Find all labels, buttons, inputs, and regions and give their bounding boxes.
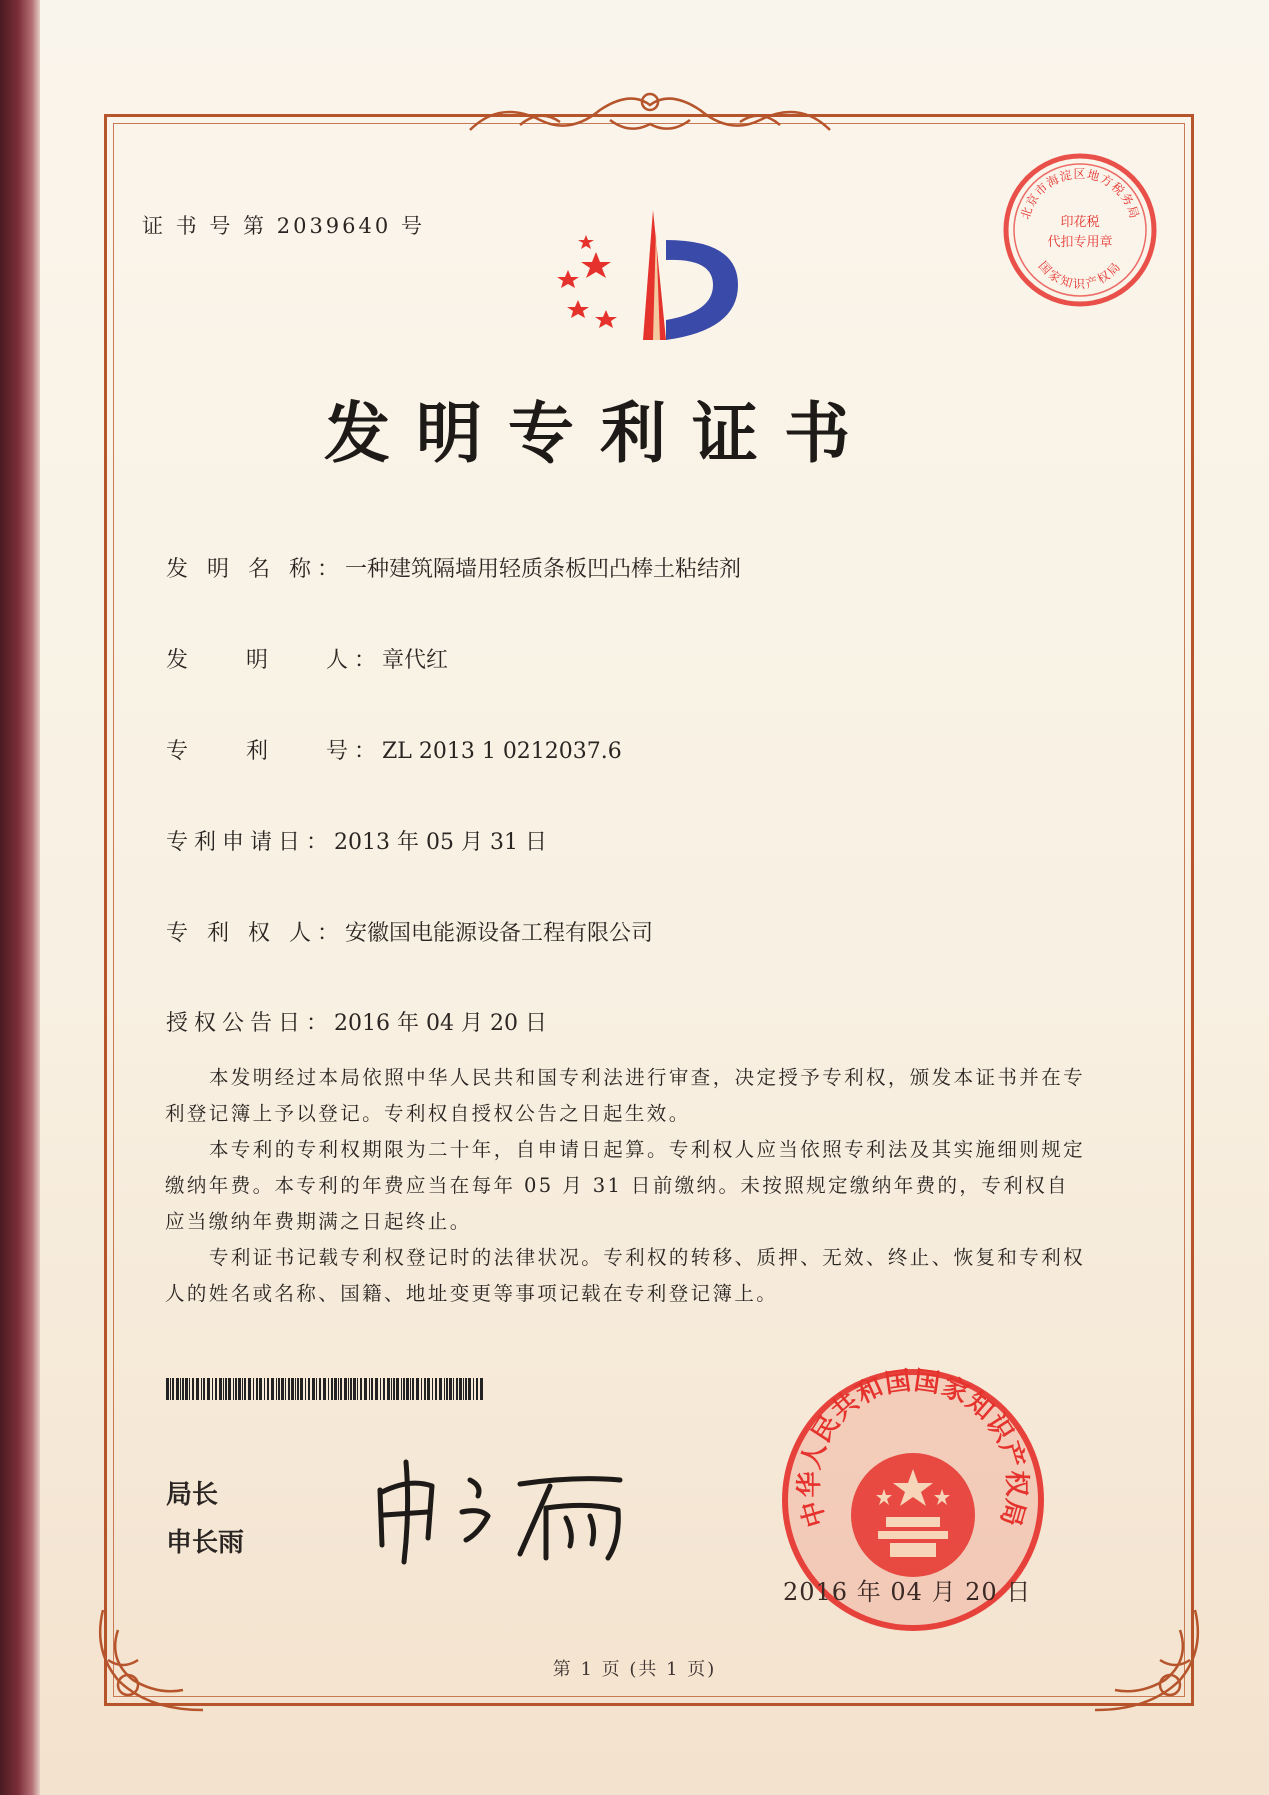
barcode-bar — [256, 1378, 258, 1400]
barcode-bar — [463, 1378, 464, 1400]
barcode-bar — [319, 1378, 321, 1400]
barcode-bar — [338, 1378, 339, 1400]
barcode-bar — [375, 1378, 378, 1400]
barcode-bar — [416, 1378, 419, 1400]
barcode-bar — [291, 1378, 294, 1400]
director-name: 申长雨 — [166, 1528, 245, 1558]
certificate-number — [142, 210, 425, 240]
barcode-bar — [166, 1378, 169, 1400]
barcode-bar — [297, 1378, 299, 1400]
certificate-title: 发明专利证书 — [324, 395, 876, 472]
barcode-bar — [180, 1378, 181, 1400]
barcode-bar — [212, 1378, 213, 1400]
barcode-bar — [456, 1378, 458, 1400]
barcode-bar — [350, 1378, 352, 1400]
barcode-bar — [383, 1378, 385, 1400]
barcode-bar — [235, 1378, 237, 1400]
barcode-bar — [380, 1378, 381, 1400]
barcode-bar — [412, 1378, 414, 1400]
barcode-bar — [278, 1378, 280, 1400]
tax-seal-center-1: 印花税 — [1060, 215, 1100, 230]
barcode-bar — [427, 1378, 430, 1400]
barcode-bar — [182, 1378, 184, 1400]
field-grant-date — [166, 1006, 547, 1037]
barcode-bar — [300, 1378, 303, 1400]
barcode-bar — [189, 1378, 190, 1400]
barcode-bar — [344, 1378, 347, 1400]
field-inventor — [166, 643, 448, 674]
certificate-number-suffix: 号 — [400, 214, 425, 238]
field-invention-name — [166, 552, 741, 583]
barcode-bar — [185, 1378, 188, 1400]
barcode-bar — [196, 1378, 199, 1400]
body-paragraph-2: 本专利的专利权期限为二十年，自申请日起算。专利权人应当依照专利法及其实施细则规定缴纳年费。本专利的年费应当在每年 05 月 31 日前缴纳。未按照规定缴纳年费的，专利权自应当缴纳年费期满之日起终止。 — [165, 1138, 1086, 1233]
field-label: 发 明 人： — [166, 648, 382, 673]
body-paragraph-1: 本发明经过本局依照中华人民共和国专利法进行审查，决定授予专利权，颁发本证书并在专利登记簿上予以登记。专利权自授权公告之日起生效。 — [165, 1066, 1086, 1125]
barcode-bar — [201, 1378, 202, 1400]
field-value: 2013 年 05 月 31 日 — [334, 830, 547, 855]
field-application-date — [166, 825, 547, 856]
barcode-bar — [267, 1378, 269, 1400]
field-label: 专 利 号： — [166, 739, 382, 764]
barcode-bar — [444, 1378, 445, 1400]
barcode-bar — [334, 1378, 337, 1400]
barcode-bar — [473, 1378, 474, 1400]
tax-seal-center-2: 代扣专用章 — [1047, 235, 1113, 250]
barcode — [166, 1378, 484, 1400]
barcode-bar — [264, 1378, 265, 1400]
top-ornament — [460, 80, 840, 150]
book-binding — [0, 0, 40, 1795]
patent-office-emblem — [548, 200, 748, 360]
barcode-bar — [387, 1378, 390, 1400]
certificate-number-label: 证 书 号 第 — [142, 214, 268, 238]
barcode-bar — [295, 1378, 296, 1400]
barcode-bar — [215, 1378, 217, 1400]
field-label: 专利申请日： — [166, 830, 335, 855]
barcode-bar — [192, 1378, 194, 1400]
barcode-bar — [371, 1378, 373, 1400]
tax-seal-ring: 北京市海淀区地方税务局 — [1018, 167, 1142, 221]
svg-text:北京市海淀区地方税务局 — [1018, 166, 1142, 221]
barcode-bar — [170, 1378, 171, 1400]
svg-text:国家知识产权局 — [1036, 259, 1124, 291]
barcode-bar — [271, 1378, 274, 1400]
barcode-bar — [223, 1378, 224, 1400]
barcode-bar — [360, 1378, 362, 1400]
field-value: 章代红 — [381, 648, 448, 673]
barcode-bar — [364, 1378, 367, 1400]
barcode-bar — [281, 1378, 284, 1400]
barcode-bar — [393, 1378, 395, 1400]
barcode-bar — [242, 1378, 243, 1400]
barcode-bar — [391, 1378, 392, 1400]
barcode-bar — [238, 1378, 241, 1400]
barcode-bar — [480, 1378, 483, 1400]
page-number: 第 1 页 (共 1 页) — [552, 1659, 717, 1680]
barcode-bar — [369, 1378, 370, 1400]
barcode-bar — [219, 1378, 222, 1400]
barcode-bar — [468, 1378, 471, 1400]
barcode-bar — [396, 1378, 399, 1400]
barcode-bar — [424, 1378, 426, 1400]
barcode-bar — [172, 1378, 174, 1400]
handwritten-signature — [370, 1450, 650, 1570]
barcode-bar — [316, 1378, 317, 1400]
barcode-bar — [244, 1378, 246, 1400]
issue-date: 2016 年 04 月 20 日 — [783, 1578, 1032, 1606]
barcode-bar — [305, 1378, 306, 1400]
barcode-bar — [465, 1378, 467, 1400]
barcode-bar — [459, 1378, 462, 1400]
barcode-bar — [328, 1378, 329, 1400]
barcode-bar — [203, 1378, 205, 1400]
field-value: 安徽国电能源设备工程有限公司 — [344, 921, 653, 946]
field-patent-number — [166, 734, 622, 765]
barcode-bar — [449, 1378, 452, 1400]
barcode-bar — [357, 1378, 358, 1400]
barcode-bar — [308, 1378, 310, 1400]
barcode-bar — [406, 1378, 409, 1400]
barcode-bar — [228, 1378, 231, 1400]
barcode-bar — [453, 1378, 454, 1400]
field-value: ZL 2013 1 0212037.6 — [381, 739, 622, 764]
barcode-bar — [207, 1378, 210, 1400]
barcode-bar — [435, 1378, 437, 1400]
barcode-bar — [233, 1378, 234, 1400]
tax-seal — [1000, 150, 1160, 310]
barcode-bar — [225, 1378, 227, 1400]
certificate-number-value: 2039640 — [276, 214, 392, 238]
barcode-bar — [276, 1378, 277, 1400]
barcode-bar — [253, 1378, 254, 1400]
barcode-bar — [353, 1378, 356, 1400]
barcode-bar — [176, 1378, 179, 1400]
barcode-bar — [403, 1378, 405, 1400]
field-value: 2016 年 04 月 20 日 — [334, 1011, 547, 1036]
field-label: 发 明 名 称： — [166, 557, 345, 582]
barcode-bar — [340, 1378, 342, 1400]
barcode-bar — [323, 1378, 326, 1400]
director-title: 局长 — [166, 1480, 219, 1510]
barcode-bar — [476, 1378, 478, 1400]
tax-seal-bottom: 国家知识产权局 — [1035, 258, 1125, 291]
body-paragraph-3: 专利证书记载专利权登记时的法律状况。专利权的转移、质押、无效、终止、恢复和专利权人的姓名或名称、国籍、地址变更等事项记载在专利登记簿上。 — [165, 1246, 1086, 1305]
barcode-bar — [439, 1378, 442, 1400]
field-label: 专 利 权 人： — [166, 921, 345, 946]
barcode-bar — [410, 1378, 411, 1400]
barcode-bar — [401, 1378, 402, 1400]
barcode-bar — [285, 1378, 286, 1400]
barcode-bar — [312, 1378, 315, 1400]
barcode-bar — [348, 1378, 349, 1400]
barcode-bar — [421, 1378, 422, 1400]
barcode-bar — [331, 1378, 333, 1400]
field-label: 授权公告日： — [166, 1011, 335, 1036]
field-patentee — [166, 916, 653, 947]
barcode-bar — [288, 1378, 290, 1400]
barcode-bar — [259, 1378, 262, 1400]
field-value: 一种建筑隔墙用轻质条板凹凸棒土粘结剂 — [344, 557, 741, 582]
gov-seal-ring: 中华人民共和国国家知识产权局 — [794, 1365, 1032, 1531]
barcode-bar — [432, 1378, 433, 1400]
certificate-body — [165, 1060, 1085, 1312]
barcode-bar — [446, 1378, 448, 1400]
barcode-bar — [248, 1378, 251, 1400]
